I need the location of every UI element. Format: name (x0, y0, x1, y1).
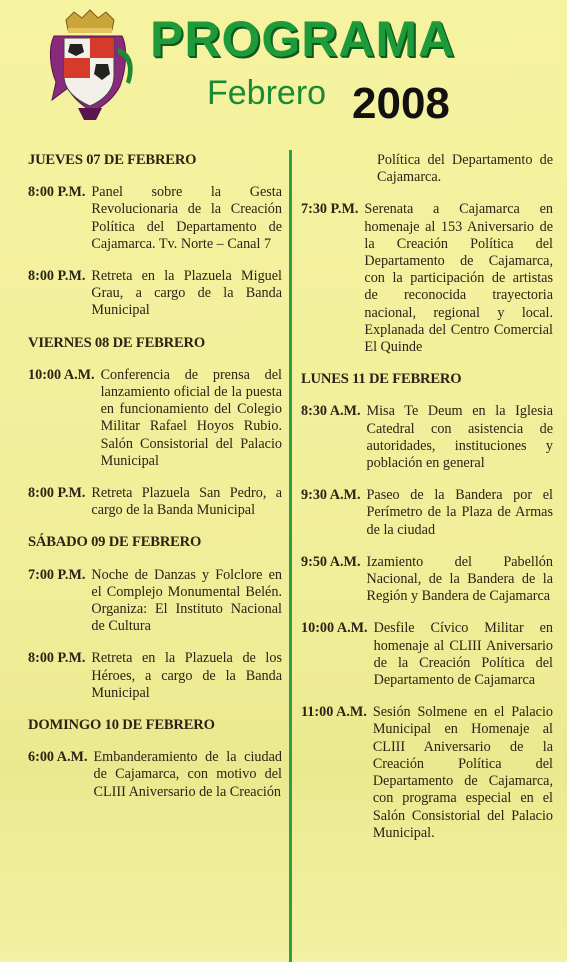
event-description: Retreta en la Plazuela Miguel Grau, a cargo de la Banda Municipal (91, 268, 282, 319)
event-item (28, 749, 282, 801)
event-time: 11:00 A.M. (301, 704, 367, 721)
event-item (301, 620, 553, 689)
event-description: Retreta Plazuela San Pedro, a cargo de la Banda Municipal (91, 485, 282, 519)
event-description: Embanderamiento de la ciudad de Cajamarca, con motivo del CLIII Aniversario de la Creación (93, 749, 282, 800)
event-time: 9:50 A.M. (301, 553, 361, 570)
day-section (301, 371, 553, 842)
event-item (301, 201, 553, 356)
event-description: Paseo de la Bandera por el Perímetro de la Plaza de Armas de la ciudad (366, 487, 553, 538)
event-description: Desfile Cívico Militar en homenaje al CLIII Aniversario de la Creación Política del Departamento de Cajamarca (373, 620, 553, 689)
event-description: Izamiento del Pabellón Nacional, de la Bandera de la Región y Bandera de Cajamarca (366, 553, 553, 605)
event-description: Sesión Solmene en el Palacio Municipal en Homenaje al CLIII Aniversario de la Creación Política del Departamento de Cajamarca, con programa especial en el Salón Consistorial del Palacio Municipal. (372, 704, 553, 841)
month-label: Febrero (207, 74, 327, 112)
event-time: 8:00 P.M. (28, 184, 86, 201)
event-item (28, 567, 282, 636)
event-description: Misa Te Deum en la Iglesia Catedral con asistencia de autoridades, instituciones y población en general (366, 403, 553, 472)
event-item (28, 184, 282, 253)
day-heading: DOMINGO 10 DE FEBRERO (28, 717, 215, 734)
event-item (28, 367, 282, 470)
day-heading: JUEVES 07 DE FEBRERO (28, 152, 197, 168)
page-title: PROGRAMA (150, 11, 456, 67)
day-heading: VIERNES 08 DE FEBRERO (28, 334, 206, 351)
right-column (301, 152, 553, 857)
event-time: 8:00 P.M. (28, 650, 86, 667)
event-time: 10:00 A.M. (301, 620, 368, 637)
event-time: 7:00 P.M. (28, 566, 86, 583)
day-heading: SÁBADO 09 DE FEBRERO (28, 534, 202, 551)
continued-text: Política del Departamento de Cajamarca. (377, 152, 553, 186)
event-description: Retreta en la Plazuela de los Héroes, a cargo de la Banda Municipal (91, 650, 282, 701)
day-section (28, 152, 282, 320)
event-time: 6:00 A.M. (28, 749, 88, 766)
event-description: Noche de Danzas y Folclore en el Complejo Monumental Belén. Organiza: El Instituto Nacional de Cultura (91, 566, 282, 635)
event-item (28, 650, 282, 702)
day-section (28, 534, 282, 702)
event-item (301, 403, 553, 472)
event-description: Serenata a Cajamarca en homenaje al 153 Aniversario de la Creación Política del Departamento de Cajamarca, con la participación de artistas de reconocida trayectoria nacional, regional y local. Explanada del Centro Comercial El Quinde (364, 201, 553, 356)
event-time: 10:00 A.M. (28, 366, 95, 383)
header (0, 0, 567, 140)
event-item (301, 554, 553, 606)
event-item (28, 485, 282, 519)
event-description: Panel sobre la Gesta Revolucionaria de la Creación Política del Departamento de Cajamarca. Tv. Norte – Canal 7 (91, 184, 282, 252)
event-description: Conferencia de prensa del lanzamiento oficial de la puesta en funcionamiento del Colegio Militar Rafael Hoyos Rubio. Salón Consistorial del Palacio Municipal (100, 366, 282, 469)
event-time: 8:00 P.M. (28, 268, 86, 285)
event-item (28, 268, 282, 320)
event-time: 8:00 P.M. (28, 485, 86, 502)
left-column (28, 152, 282, 816)
day-heading: LUNES 11 DE FEBRERO (301, 371, 462, 388)
event-time: 9:30 A.M. (301, 487, 361, 504)
year-label: 2008 (352, 79, 450, 128)
column-divider (289, 150, 292, 962)
coat-of-arms-icon (48, 8, 140, 126)
event-item (301, 704, 553, 842)
day-section (28, 335, 282, 520)
event-time: 7:30 P.M. (301, 201, 359, 218)
event-time: 8:30 A.M. (301, 403, 361, 420)
day-section (28, 717, 282, 801)
event-item (301, 487, 553, 539)
